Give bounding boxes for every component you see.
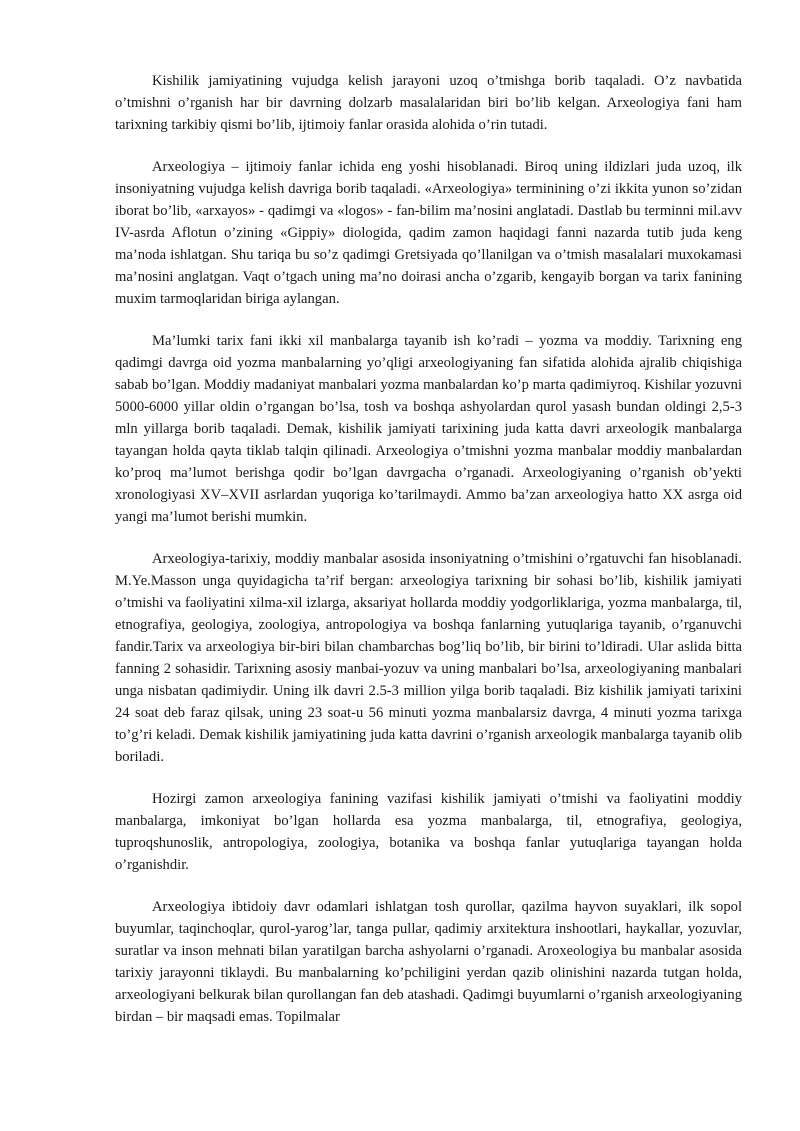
- document-page: [115, 70, 742, 1048]
- paragraph-intro: Kishilik jamiyatining vujudga kelish jarayoni uzoq o’tmishga borib taqaladi. O’z navbatida o’tmishni o’rganish har bir davrning dolzarb masalalaridan biri bo’lib kelgan. Arxeologiya fani ham tarixning tarkibiy qismi bo’lib, ijtimoiy fanlar orasida alohida o’rin tutadi.: [115, 73, 742, 133]
- paragraph-modern-task: Hozirgi zamon arxeologiya fanining vazifasi kishilik jamiyati o’tmishi va faoliyatini moddiy manbalarga, imkoniyat bo’lgan hollarda esa yozma manbalarga, til, etnografiya, geologiya, tuproqshunoslik, antropologiya, zoologiya, botanika va boshqa fanlar yutuqlariga tayangan holda o’rganishdir.: [115, 791, 742, 873]
- paragraph-sources: Ma’lumki tarix fani ikki xil manbalarga tayanib ish ko’radi – yozma va moddiy. Tarixning eng qadimgi davrga oid yozma manbalarning yo’qligi arxeologiyaning fan sifatida alohida ajralib chiqishiga sabab bo’lgan. Moddiy madaniyat manbalari yozma manbalardan ko’p marta qadimiyroq. Kishilar yozuvni 5000-6000 yillar oldin o’rgangan bo’lsa, tosh va boshqa ashyolardan qurol yasash bundan oldingi 2,5-3 mln yillarga borib taqaladi. Demak, kishilik jamiyati tarixining juda katta davri arxeologik manbalarga tayangan holda qayta tiklab talqin qilinadi. Arxeologiya o’tmishni yozma manbalar moddiy manbalardan ko’proq ma’lumot berishga qodir bo’lgan davrgacha o’rganadi. Arxeologiyaning o’rganish ob’yekti xronologiyasi XV–XVII asrlardan yuqoriga ko’tarilmaydi. Ammo ba’zan arxeologiya hatto XX asrga oid yangi ma’lumot berishi mumkin.: [115, 333, 742, 525]
- paragraph-objects: Arxeologiya ibtidoiy davr odamlari ishlatgan tosh qurollar, qazilma hayvon suyaklari, ilk sopol buyumlar, taqinchoqlar, qurol-yarog’lar, tanga pullar, qadimiy arxitektura inshootlari, haykallar, yozuvlar, suratlar va inson mehnati bilan yaratilgan barcha ashyolarni o’rganadi. Aroxeologiya bu manbalar asosida tarixiy jarayonni tiklaydi. Bu manbalarning ko’pchiligini yerdan qazib olinishini nazarda tutgan holda, arxeologiyani belkurak bilan qurollangan fan deb atashadi. Qadimgi buyumlarni o’rganish arxeologiyaning birdan – bir maqsadi emas. Topilmalar: [115, 899, 742, 1025]
- paragraph-masson: Arxeologiya-tarixiy, moddiy manbalar asosida insoniyatning o’tmishini o’rgatuvchi fan hisoblanadi. M.Ye.Masson unga quyidagicha ta’rif bergan: arxeologiya tarixning bir sohasi bo’lib, kishilik jamiyati o’tmishi va faoliyatini xilma-xil izlarga, aksariyat hollarda moddiy yodgorliklariga, yozma manbalarga, til, etnografiya, geologiya, zoologiya, antropologiya va boshqa fanlarning yutuqlariga tayanib, o’rganuvchi fandir.Tarix va arxeologiya bir-biri bilan chambarchas bog’liq bo’lib, bir birini to’ldiradi. Ular aslida bitta fanning 2 sohasidir. Tarixning asosiy manbai-yozuv va uning manbalari bo’lsa, arxeologiyaning manbalari unga nisbatan qadimiydir. Uning ilk davri 2.5-3 million yilga borib taqaladi. Biz kishilik jamiyati tarixini 24 soat deb faraz qilsak, uning 23 soat-u 56 minuti yozma manbalarsiz davrga, 4 minuti yozma tarixga to’g’ri keladi. Demak kishilik jamiyatining juda katta davrini o’rganish arxeologik manbalarga tayanib olib boriladi.: [115, 551, 742, 765]
- paragraph-definition: Arxeologiya – ijtimoiy fanlar ichida eng yoshi hisoblanadi. Biroq uning ildizlari juda uzoq, ilk insoniyatning vujudga kelish davriga borib taqaladi. «Arxeologiya» terminining o’zi ikkita yunon so’zidan iborat bo’lib, «arxayos» - qadimgi va «logos» - fan-bilim ma’nosini anglatadi. Dastlab bu terminni mil.avv IV-asrda Aflotun o’zining «Gippiy» diologida, qadim zamon haqidagi fanni nazarda tutib juda keng ma’noda ishlatgan. Shu tariqa bu so’z qadimgi Gretsiyada qo’llanilgan va o’tmish masalalari muxokamasi ma’nosini anglatgan. Vaqt o’tgach uning ma’no doirasi ancha o’zgarib, kengayib borgan va tarix fanining muxim tarmoqlaridan biriga aylangan.: [115, 159, 742, 307]
